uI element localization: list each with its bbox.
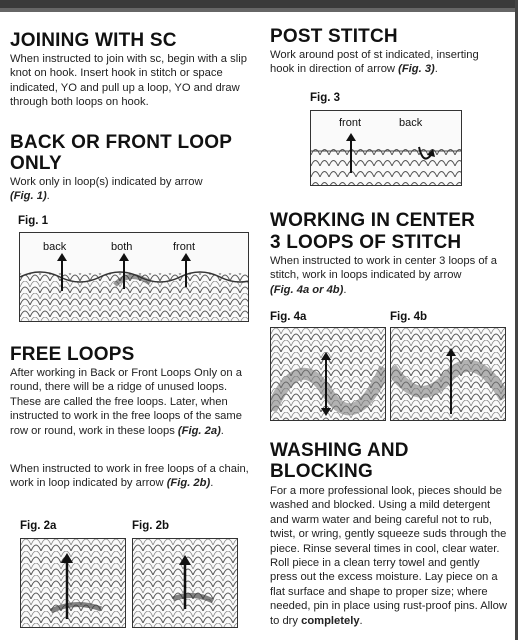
joining-body: When instructed to join with sc, begin with a slip knot on hook. Insert hook in stitch or space indicated, YO and pull up a loop, YO and draw through both loops on hook. — [10, 53, 247, 109]
fig2a-reference: (Fig. 2a) — [177, 424, 221, 437]
fig4b-label: Fig. 4b — [390, 311, 428, 323]
washing-end-period: . — [359, 614, 363, 627]
fig1-label: Fig. 1 — [18, 215, 49, 227]
fig2b-drawing — [133, 539, 237, 627]
fig4-reference-period: . — [343, 283, 347, 296]
fig3-reference: (Fig. 3) — [398, 63, 435, 76]
top-border — [0, 0, 518, 12]
fig2b-label: Fig. 2b — [132, 520, 170, 532]
fig3-illustration — [310, 110, 462, 186]
fig4a-illustration — [270, 327, 386, 421]
fig2b-reference-period: . — [210, 477, 214, 490]
fig2b-illustration — [132, 538, 238, 628]
fig3-reference-period: . — [434, 63, 438, 76]
fig4a-drawing — [271, 328, 385, 420]
free-loops-text1: After working in Back or Front Loops Only on a round, there will be a ridge of unused loops. These are called the free loops. Later, when instructed to work in the free loops of the same row or round, work in these loops — [10, 367, 242, 437]
center-loops-title-line2: 3 LOOPS OF STITCH — [270, 232, 462, 253]
fig1-arrow-label-both: both — [111, 241, 133, 253]
washing-text: For a more professional look, pieces should be washed and blocked. Using a mild detergent and warm water and being careful not to rub, twist, or wring, gently squeeze suds through the piece. Rinse several times in cool, clear water. Roll piece in a clean terry towel and gently press out the excess moisture. Lay piece on a flat surface and shape to proper size; where needed, pin in place using rust-proof pins. Allow to dry — [270, 485, 507, 627]
back-front-text: Work only in loop(s) indicated by arrow — [10, 176, 203, 188]
fig2b-reference: (Fig. 2b) — [166, 477, 211, 490]
back-front-body — [10, 175, 250, 204]
free-loops-body1 — [10, 366, 254, 438]
fig4b-drawing — [391, 328, 505, 420]
center-loops-title-line1: WORKING IN CENTER — [270, 210, 476, 231]
fig1-arrow-label-back: back — [43, 241, 67, 253]
fig2a-label: Fig. 2a — [20, 520, 57, 532]
center-loops-body — [270, 254, 506, 297]
fig4-reference: (Fig. 4a or 4b) — [270, 283, 344, 296]
washing-emphasis: completely — [301, 614, 360, 627]
free-loops-text2: When instructed to work in free loops of a chain, work in loop indicated by arrow — [10, 463, 249, 490]
joining-title: JOINING WITH SC — [10, 30, 177, 51]
fig3-arrow-label-back: back — [399, 117, 423, 129]
post-stitch-title: POST STITCH — [270, 26, 398, 47]
fig4b-illustration — [390, 327, 506, 421]
fig4a-label: Fig. 4a — [270, 311, 307, 323]
post-stitch-text: Work around post of st indicated, inserting hook in direction of arrow — [270, 49, 479, 76]
fig2a-reference-period: . — [220, 424, 224, 437]
washing-body — [270, 484, 510, 628]
fig3-label: Fig. 3 — [310, 92, 341, 104]
back-front-title-line2: ONLY — [10, 153, 62, 174]
fig1-reference-period: . — [46, 190, 50, 203]
washing-title-line1: WASHING AND — [270, 440, 409, 461]
washing-title-line2: BLOCKING — [270, 461, 373, 482]
fig3-arrow-label-front: front — [339, 117, 362, 129]
fig2a-illustration — [20, 538, 126, 628]
fig1-illustration — [19, 232, 249, 322]
center-loops-text: When instructed to work in center 3 loops of a stitch, work in loops indicated by arrow — [270, 255, 497, 282]
free-loops-title: FREE LOOPS — [10, 344, 135, 365]
fig1-arrow-label-front: front — [173, 241, 196, 253]
fig3-drawing — [311, 111, 461, 185]
back-front-title-line1: BACK OR FRONT LOOP — [10, 132, 233, 153]
fig1-reference: (Fig. 1) — [10, 190, 47, 203]
fig2a-drawing — [21, 539, 125, 627]
free-loops-body2 — [10, 462, 250, 491]
post-stitch-body — [270, 48, 506, 77]
